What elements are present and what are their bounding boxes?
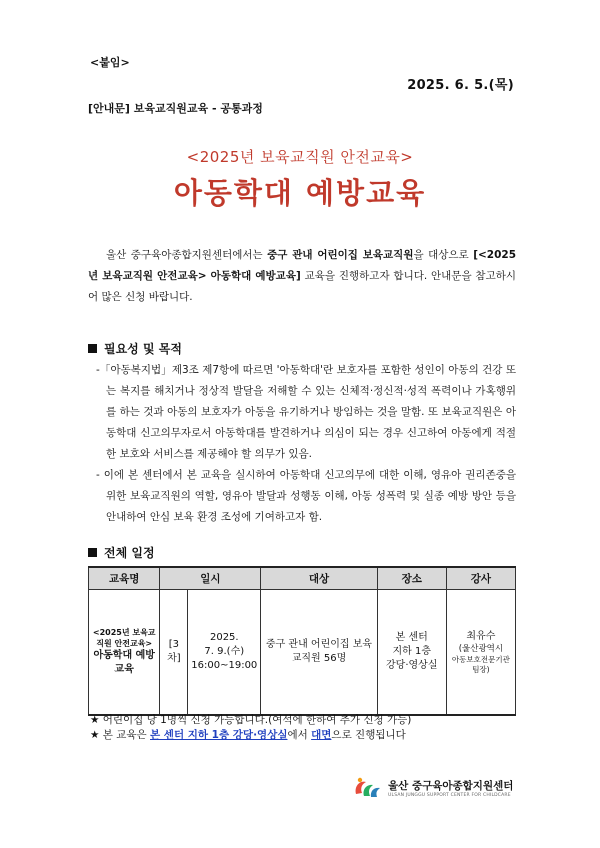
footer-org-english: ULSAN JUNGGU SUPPORT CENTER FOR CHILDCARE — [388, 792, 511, 798]
intro-bold-target: 중구 관내 어린이집 보육교직원 — [267, 249, 414, 261]
table-row — [89, 590, 516, 716]
session-cell: [3차] — [160, 590, 188, 716]
column-header: 일시 — [160, 567, 261, 590]
place-line: 강당·영상실 — [386, 660, 438, 671]
date-day: 7. 9.(수) — [204, 646, 245, 657]
page-subtitle: <2025년 보육교직원 안전교육> — [186, 148, 414, 166]
section-heading-text: 전체 일정 — [104, 546, 155, 560]
document-date: 2025. 6. 5.(목) — [407, 78, 514, 93]
instructor-org: (울산광역시 — [458, 643, 504, 654]
instructor-role: 팀장) — [472, 664, 490, 674]
schedule-table — [88, 566, 516, 716]
footer-org-name: 울산 중구육아종합지원센터 — [388, 779, 514, 792]
course-name-cell — [89, 590, 160, 716]
note-mode-highlight: 대면 — [311, 729, 332, 741]
place-line: 본 센터 — [395, 632, 428, 643]
section-heading-purpose — [88, 340, 182, 357]
bullet-item: -「아동복지법」제3조 제7항에 따르면 '아동학대'란 보호자를 포함한 성인이 아동의 건강 또는 복지를 해치거나 정상적 발달을 저해할 수 있는 신체적·정신적·성적 폭력이나 가혹행위를 하는 것과 아동의 보호자가 아동을 유기하거나 방임하는 것을 말함. 또 보육교직원은 아동학대 신고의무자로서 아동학대를 발견하거나 의심이 되는 경우 신고하여 아동에게 적절한 보호와 서비스를 제공해야 할 의무가 있음. — [96, 364, 516, 460]
note-place-highlight: 본 센터 지하 1층 강당·영상실 — [150, 729, 288, 741]
column-header: 교육명 — [89, 567, 160, 590]
notes — [90, 713, 411, 743]
section-heading-text: 필요성 및 목적 — [104, 342, 182, 356]
bullet-item: - 이에 본 센터에서 본 교육을 실시하여 아동학대 신고의무에 대한 이해, 영유아 권리존중을 위한 보육교직원의 역할, 영유아 발달과 성행동 이해, 아동 성폭력 및 실종 예방 방안 등을 안내하여 안심 보육 환경 조성에 기여하고자 함. — [96, 469, 516, 523]
course-name-small: <2025년 보육교직원 안전교육> — [92, 628, 156, 648]
section-heading-schedule — [88, 544, 155, 561]
note-line — [90, 728, 411, 743]
intro-bold-course: [<2025년 보육교직원 안전교육> 아동학대 예방교육] — [88, 249, 517, 282]
note-text: ★ 본 교육은 — [90, 729, 150, 741]
datetime-cell — [188, 590, 261, 716]
center-logo-icon — [352, 776, 382, 802]
intro-text-1: 울산 중구육아종합지원센터에서는 — [106, 249, 268, 261]
attachment-label: <붙임> — [90, 56, 130, 69]
intro-text-3: 교육을 진행하고자 합니다. 안내문을 참고하시어 많은 신청 바랍니다. — [88, 270, 516, 303]
date-year: 2025. — [209, 632, 239, 643]
intro-text-2: 을 대상으로 — [413, 249, 474, 261]
instructor-name: 최유수 — [466, 630, 496, 642]
place-line: 지하 1층 — [392, 646, 432, 657]
instructor-role: 아동보호전문기관 — [451, 654, 510, 664]
page-title: 아동학대 예방교육 — [173, 176, 427, 210]
column-header: 강사 — [446, 567, 515, 590]
table-header-row — [89, 567, 516, 590]
notice-label: [안내문] 보육교직원교육 - 공통과정 — [88, 102, 263, 115]
square-bullet-icon — [88, 548, 97, 557]
place-cell — [377, 590, 446, 716]
square-bullet-icon — [88, 344, 97, 353]
note-text: 에서 — [287, 729, 312, 741]
column-header: 장소 — [377, 567, 446, 590]
purpose-bullets — [96, 360, 516, 528]
note-text: 으로 진행됩니다 — [331, 729, 406, 741]
instructor-cell — [446, 590, 515, 716]
intro-paragraph — [88, 245, 516, 308]
column-header: 대상 — [261, 567, 377, 590]
course-name-main: 아동학대 예방교육 — [93, 650, 155, 675]
note-line: ★ 어린이집 당 1명씩 신청 가능합니다.(여석에 한하여 추가 신청 가능) — [90, 714, 412, 726]
target-cell: 중구 관내 어린이집 보육교직원 56명 — [261, 590, 377, 716]
time-range: 16:00~19:00 — [191, 660, 258, 671]
footer-org — [352, 776, 513, 802]
